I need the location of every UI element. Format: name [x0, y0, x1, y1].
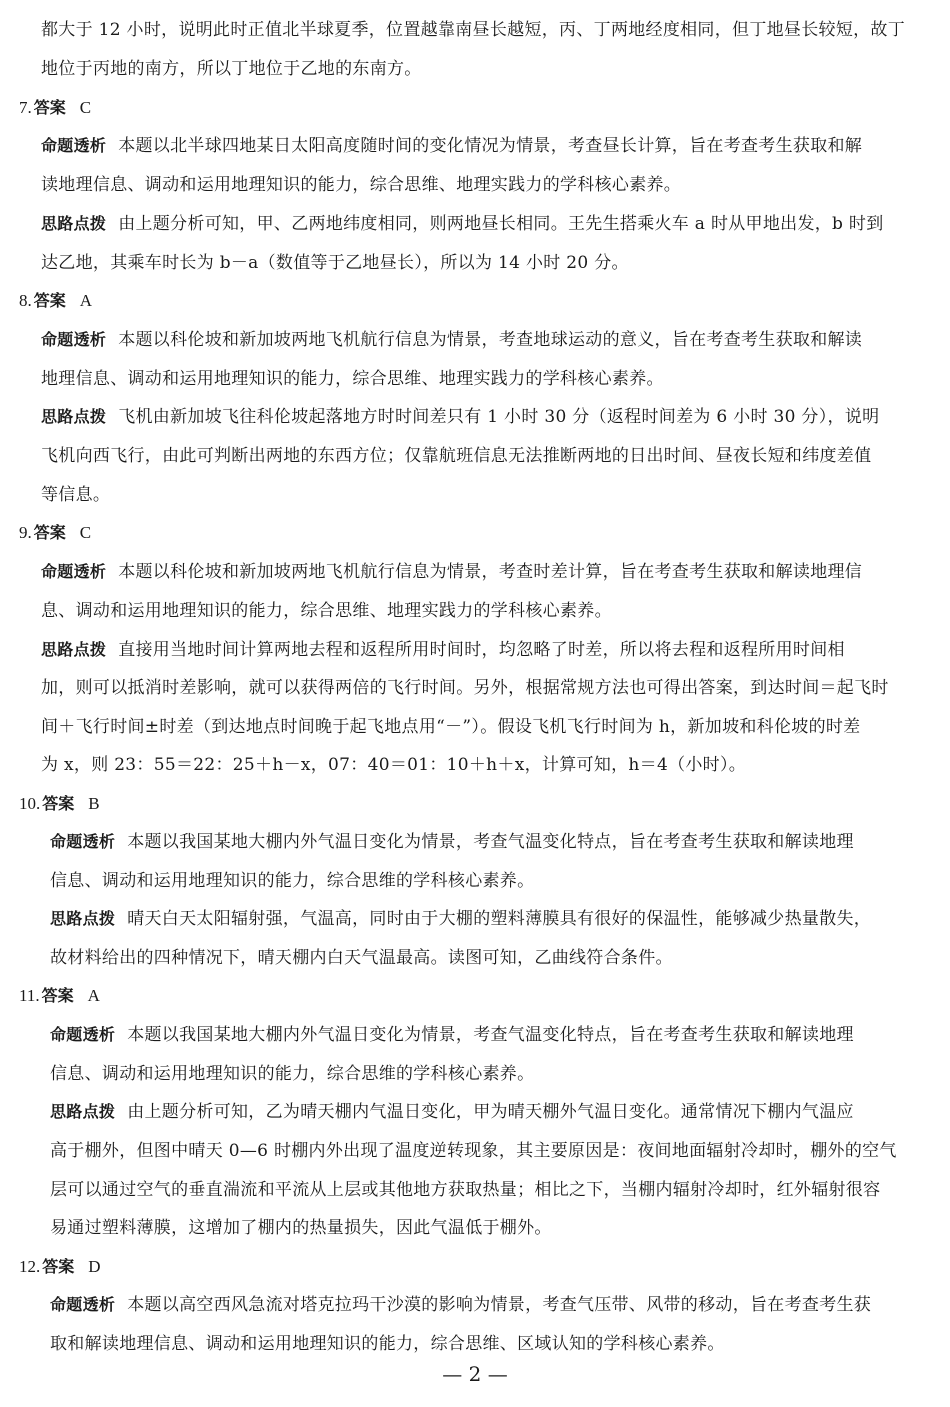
intent-label: 命题透析	[41, 330, 107, 349]
carryover-line-2: 地位于丙地的南方，所以丁地位于乙地的东南方。	[41, 59, 422, 79]
q8-intent-text: 本题以科伦坡和新加坡两地飞机航行信息为情景，考查地球运动的意义，旨在考查考生获取和解读	[118, 330, 863, 350]
q9-intent-text: 本题以科伦坡和新加坡两地飞机航行信息为情景，考查时差计算，旨在考查考生获取和解读地理信	[118, 562, 863, 582]
q9-intent-line-2: 息、调动和运用地理知识的能力，综合思维、地理实践力的学科核心素养。	[41, 601, 612, 621]
question-number: 10.	[19, 794, 41, 813]
question-8-heading	[19, 290, 92, 312]
q7-hint-line-1	[41, 213, 884, 235]
q10-intent-line-1	[50, 831, 854, 853]
q11-hint-line-4: 易通过塑料薄膜，这增加了棚内的热量损失，因此气温低于棚外。	[50, 1218, 552, 1238]
answer-label: 答案	[42, 794, 75, 813]
q11-hint-line-2: 高于棚外，但图中晴天 0—6 时棚内外出现了温度逆转现象，其主要原因是：夜间地面辐射冷却时，棚外的空气	[50, 1141, 897, 1161]
q10-hint-text: 晴天白天太阳辐射强，气温高，同时由于大棚的塑料薄膜具有很好的保温性，能够减少热量散失，	[127, 909, 872, 929]
q9-hint-line-1	[41, 639, 845, 661]
hint-label: 思路点拨	[41, 214, 107, 233]
answer-label: 答案	[33, 523, 66, 542]
question-12-heading	[19, 1256, 101, 1278]
q7-hint-line-2: 达乙地，其乘车时长为 b－a（数值等于乙地昼长），所以为 14 小时 20 分。	[41, 253, 629, 273]
q11-intent-line-1	[50, 1024, 854, 1046]
page-number: — 2 —	[442, 1362, 508, 1386]
answer-label: 答案	[33, 98, 66, 117]
question-10-heading	[19, 793, 100, 815]
q7-intent-line-2: 读地理信息、调动和运用地理知识的能力，综合思维、地理实践力的学科核心素养。	[41, 175, 682, 195]
q11-intent-line-2: 信息、调动和运用地理知识的能力，综合思维的学科核心素养。	[50, 1064, 535, 1084]
intent-label: 命题透析	[50, 832, 116, 851]
question-11-heading	[19, 985, 100, 1007]
intent-label: 命题透析	[50, 1295, 116, 1314]
q8-hint-text: 飞机由新加坡飞往科伦坡起落地方时时间差只有 1 小时 30 分（返程时间差为 6 小时 30 分），说明	[118, 407, 880, 427]
question-9-heading	[19, 522, 91, 544]
question-7-heading	[19, 97, 91, 119]
q9-hint-line-3: 间＋飞行时间±时差（到达地点时间晚于起飞地点用“－”）。假设飞机飞行时间为 h，新加坡和科伦坡的时差	[41, 717, 861, 737]
answer-value: D	[88, 1257, 101, 1276]
intent-label: 命题透析	[50, 1025, 116, 1044]
q7-hint-text: 由上题分析可知，甲、乙两地纬度相同，则两地昼长相同。王先生搭乘火车 a 时从甲地出发，b 时到	[118, 214, 884, 234]
carryover-line-1: 都大于 12 小时，说明此时正值北半球夏季，位置越靠南昼长越短，丙、丁两地经度相同，但丁地昼长较短，故丁	[41, 20, 906, 40]
hint-label: 思路点拨	[41, 640, 107, 659]
q11-intent-text: 本题以我国某地大棚内外气温日变化为情景，考查气温变化特点，旨在考查考生获取和解读地理	[127, 1025, 854, 1045]
q8-hint-line-2: 飞机向西飞行，由此可判断出两地的东西方位；仅靠航班信息无法推断两地的日出时间、昼夜长短和纬度差值	[41, 446, 872, 466]
hint-label: 思路点拨	[50, 1102, 116, 1121]
answer-value: C	[79, 98, 92, 117]
q10-hint-line-2: 故材料给出的四种情况下，晴天棚内白天气温最高。读图可知，乙曲线符合条件。	[50, 948, 673, 968]
q11-hint-line-3: 层可以通过空气的垂直湍流和平流从上层或其他地方获取热量；相比之下，当棚内辐射冷却时，红外辐射很容	[50, 1180, 881, 1200]
q7-intent-text: 本题以北半球四地某日太阳高度随时间的变化情况为情景，考查昼长计算，旨在考查考生获取和解	[118, 136, 863, 156]
q11-hint-line-1	[50, 1101, 854, 1123]
q9-hint-line-2: 加，则可以抵消时差影响，就可以获得两倍的飞行时间。另外，根据常规方法也可得出答案，到达时间＝起飞时	[41, 678, 889, 698]
q9-intent-line-1	[41, 561, 862, 583]
hint-label: 思路点拨	[41, 407, 107, 426]
q10-hint-line-1	[50, 908, 871, 930]
hint-label: 思路点拨	[50, 909, 116, 928]
answer-label: 答案	[42, 1257, 75, 1276]
question-number: 12.	[19, 1257, 41, 1276]
question-number: 8.	[19, 291, 32, 310]
q9-hint-line-4: 为 x，则 23：55＝22：25＋h－x，07：40＝01：10＋h＋x，计算可知，h＝4（小时）。	[41, 755, 747, 775]
answer-value: C	[79, 523, 92, 542]
answer-label: 答案	[33, 291, 66, 310]
q10-intent-text: 本题以我国某地大棚内外气温日变化为情景，考查气温变化特点，旨在考查考生获取和解读地理	[127, 832, 854, 852]
q12-intent-line-1	[50, 1294, 871, 1316]
q8-intent-line-2: 地理信息、调动和运用地理知识的能力，综合思维、地理实践力的学科核心素养。	[41, 369, 664, 389]
q12-intent-line-2: 取和解读地理信息、调动和运用地理知识的能力，综合思维、区域认知的学科核心素养。	[50, 1334, 725, 1354]
answer-value: B	[88, 794, 100, 813]
q8-hint-line-3: 等信息。	[41, 485, 111, 505]
answer-value: A	[79, 291, 93, 310]
intent-label: 命题透析	[41, 562, 107, 581]
q7-intent-line-1	[41, 135, 862, 157]
q9-hint-text: 直接用当地时间计算两地去程和返程所用时间时，均忽略了时差，所以将去程和返程所用时间相	[118, 640, 845, 660]
q10-intent-line-2: 信息、调动和运用地理知识的能力，综合思维的学科核心素养。	[50, 871, 535, 891]
answer-label: 答案	[41, 986, 74, 1005]
q8-intent-line-1	[41, 329, 862, 351]
q8-hint-line-1	[41, 406, 879, 428]
question-number: 9.	[19, 523, 32, 542]
q11-hint-text: 由上题分析可知，乙为晴天棚内气温日变化，甲为晴天棚外气温日变化。通常情况下棚内气温应	[127, 1102, 854, 1122]
intent-label: 命题透析	[41, 136, 107, 155]
answer-value: A	[87, 986, 100, 1005]
q12-intent-text: 本题以高空西风急流对塔克拉玛干沙漠的影响为情景，考查气压带、风带的移动，旨在考查考生获	[127, 1295, 872, 1315]
question-number: 7.	[19, 98, 32, 117]
question-number: 11.	[19, 986, 40, 1005]
